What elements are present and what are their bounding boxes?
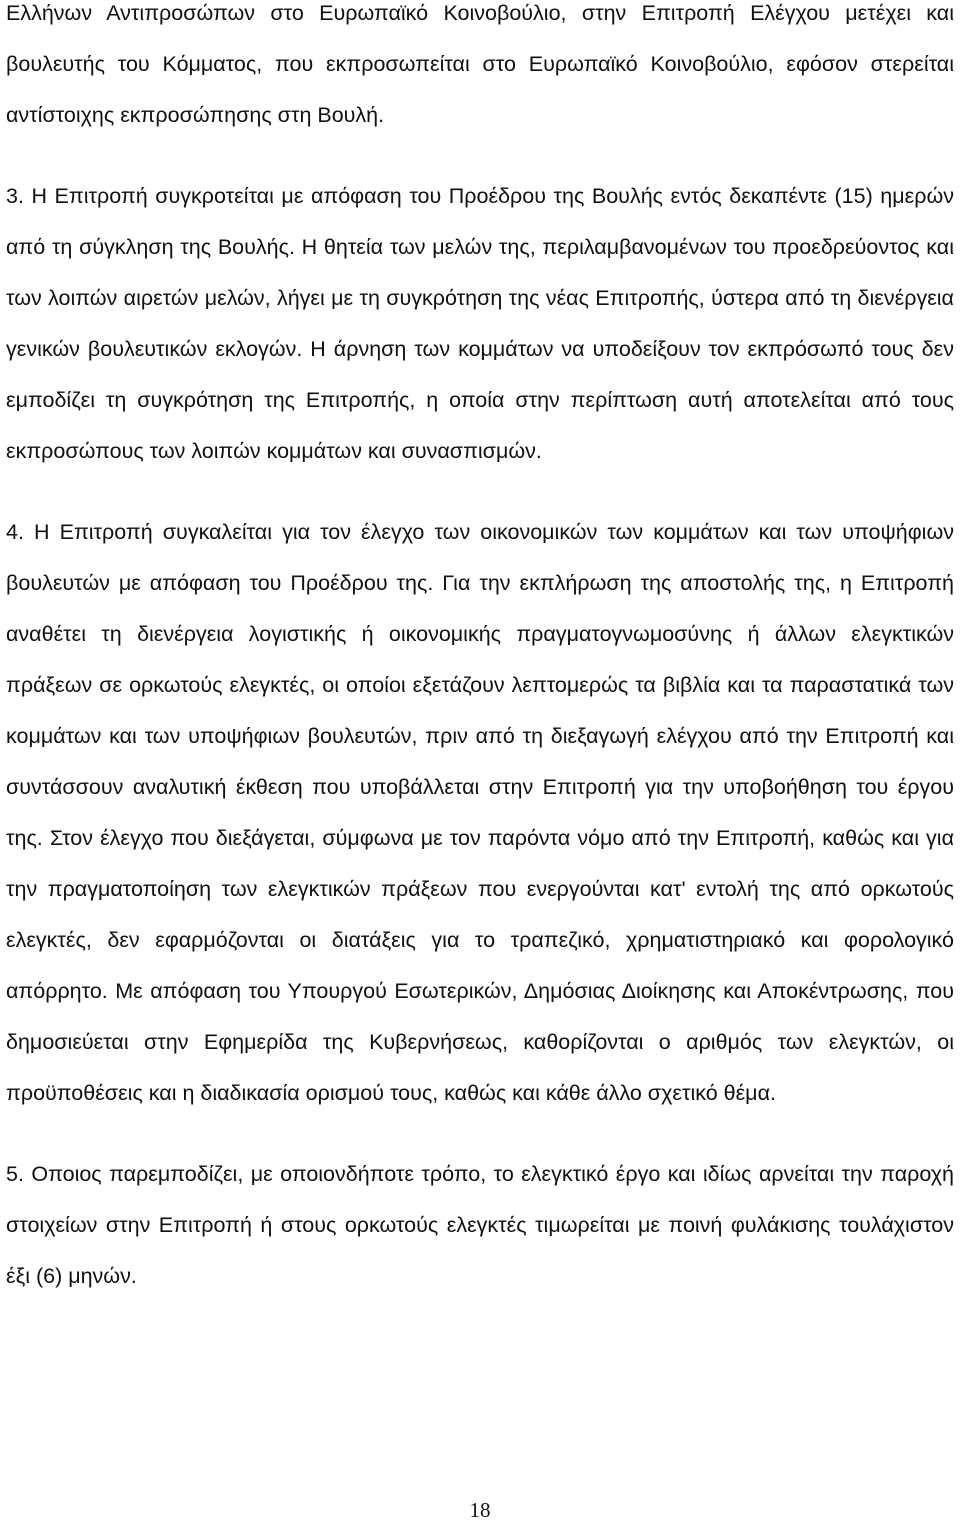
paragraph-continuation: Ελλήνων Αντιπροσώπων στο Ευρωπαϊκό Κοινοβούλιο, στην Επιτροπή Ελέγχου μετέχει και βουλευτής του Κόμματος, που εκπροσωπείται στο Ευρωπαϊκό Κοινοβούλιο, εφόσον στερείται αντίστοιχης εκπροσώπησης στη Βουλή.: [6, 1, 954, 127]
document-body: [6, 0, 954, 1302]
paragraph-clause-4: 4. Η Επιτροπή συγκαλείται για τον έλεγχο των οικονομικών των κομμάτων και των υποψήφιων βουλευτών με απόφαση του Προέδρου της. Για την εκπλήρωση της αποστολής της, η Επιτροπή αναθέτει τη διενέργεια λογιστικής ή οικονομικής πραγματογνωμοσύνης ή άλλων ελεγκτικών πράξεων σε ορκωτούς ελεγκτές, οι οποίοι εξετάζουν λεπτομερώς τα βιβλία και τα παραστατικά των κομμάτων και των υποψήφιων βουλευτών, πριν από τη διεξαγωγή ελέγχου από την Επιτροπή και συντάσσουν αναλυτική έκθεση που υποβάλλεται στην Επιτροπή για την υποβοήθηση του έργου της. Στον έλεγχο που διεξάγεται, σύμφωνα με τον παρόντα νόμο από την Επιτροπή, καθώς και για την πραγματοποίηση των ελεγκτικών πράξεων που ενεργούνται κατ' εντολή της από ορκωτούς ελεγκτές, δεν εφαρμόζονται οι διατάξεις για το τραπεζικό, χρηματιστηριακό και φορολογικό απόρρητο. Με απόφαση του Υπουργού Εσωτερικών, Δημόσιας Διοίκησης και Αποκέντρωσης, που δημοσιεύεται στην Εφημερίδα της Κυβερνήσεως, καθορίζονται ο αριθμός των ελεγκτών, οι προϋποθέσεις και η διαδικασία ορισμού τους, καθώς και κάθε άλλο σχετικό θέμα.: [6, 520, 954, 1105]
paragraph-clause-3: 3. Η Επιτροπή συγκροτείται με απόφαση του Προέδρου της Βουλής εντός δεκαπέντε (15) ημερών από τη σύγκληση της Βουλής. Η θητεία των μελών της, περιλαμβανομένων του προεδρεύοντος και των λοιπών αιρετών μελών, λήγει με τη συγκρότηση της νέας Επιτροπής, ύστερα από τη διενέργεια γενικών βουλευτικών εκλογών. Η άρνηση των κομμάτων να υποδείξουν τον εκπρόσωπό τους δεν εμποδίζει τη συγκρότηση της Επιτροπής, η οποία στην περίπτωση αυτή αποτελείται από τους εκπροσώπους των λοιπών κομμάτων και συνασπισμών.: [6, 184, 954, 463]
paragraph-clause-5: 5. Οποιος παρεμποδίζει, με οποιονδήποτε τρόπο, το ελεγκτικό έργο και ιδίως αρνείται την παροχή στοιχείων στην Επιτροπή ή στους ορκωτούς ελεγκτές τιμωρείται με ποινή φυλάκισης τουλάχιστον έξι (6) μηνών.: [6, 1162, 954, 1288]
page-number: 18: [469, 1498, 491, 1522]
